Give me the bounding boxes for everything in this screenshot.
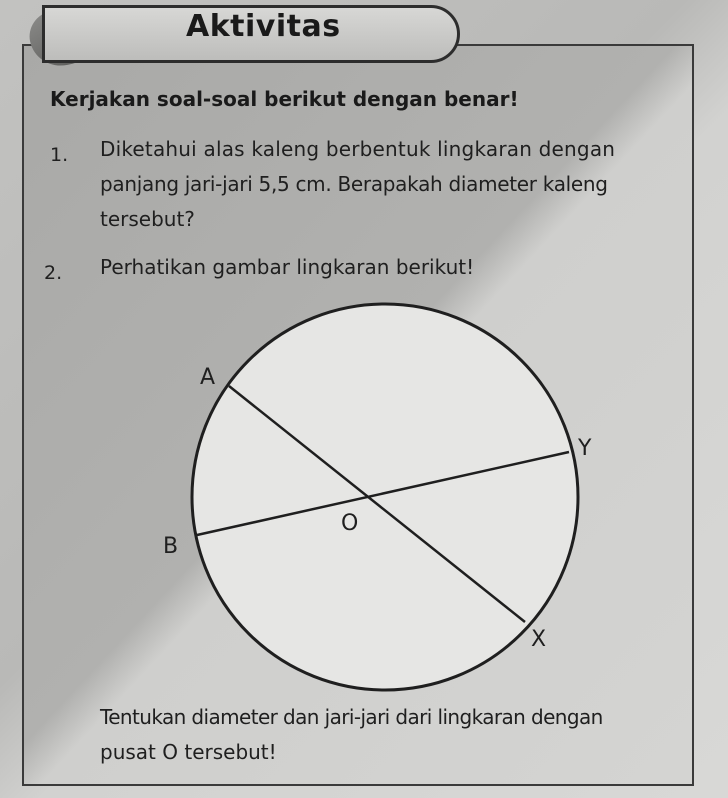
label-point-b: B — [163, 534, 179, 559]
question-1-line-3: tersebut? — [100, 207, 195, 231]
question-1-number: 1. — [50, 144, 69, 166]
question-1-line-2: panjang jari-jari 5,5 cm. Berapakah diameter kaleng — [100, 172, 608, 196]
label-center-o: O — [341, 511, 359, 536]
label-point-x: X — [531, 627, 547, 652]
label-point-y: Y — [578, 436, 592, 461]
task-text-line-2: pusat O tersebut! — [100, 740, 277, 764]
circle-outline — [192, 304, 578, 690]
task-text-line-1: Tentukan diameter dan jari-jari dari lingkaran dengan — [100, 705, 603, 729]
label-point-a: A — [200, 365, 216, 390]
question-1-line-1: Diketahui alas kaleng berbentuk lingkaran dengan — [100, 137, 616, 161]
question-2-line-1: Perhatikan gambar lingkaran berikut! — [100, 255, 475, 279]
question-2-number: 2. — [44, 262, 63, 284]
instruction-heading: Kerjakan soal-soal berikut dengan benar! — [50, 87, 519, 111]
page-title: Aktivitas — [186, 9, 341, 44]
